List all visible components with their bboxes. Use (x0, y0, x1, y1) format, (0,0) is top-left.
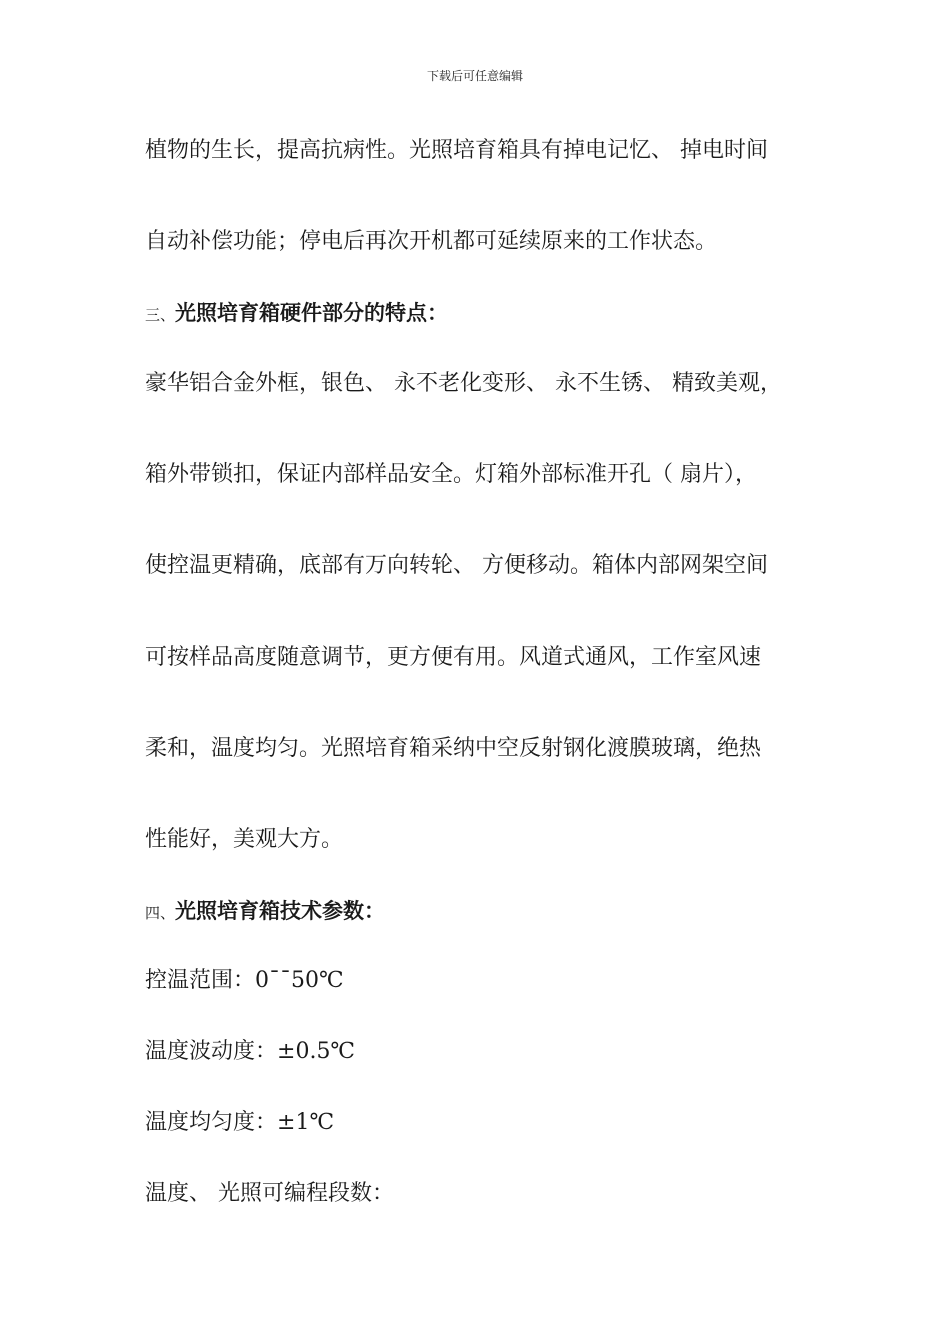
spec-temp-uniformity-value: ±1℃ (277, 1110, 335, 1135)
section-4-heading (145, 896, 385, 928)
spec-temp-uniformity-label: 温度均匀度： (145, 1110, 278, 1135)
section-4-title: 光照培育箱技术参数： (175, 899, 386, 923)
section-3-heading (145, 298, 448, 330)
paragraph-2-line-1: 豪华铝合金外框，银色、 永不老化变形、 永不生锈、 精致美观， (145, 371, 782, 396)
paragraph-2-line-2: 箱外带锁扣，保证内部样品安全。灯箱外部标准开孔（ 扇片）， (145, 462, 757, 487)
paragraph-2-line-4: 可按样品高度随意调节，更方便有用。风道式通风，工作室风速 (145, 645, 762, 670)
section-4-number: 四、 (145, 904, 176, 922)
paragraph-2-line-6: 性能好，美观大方。 (145, 827, 344, 852)
spec-program-segments: 温度、 光照可编程段数： (145, 1181, 394, 1206)
section-3-number: 三、 (145, 306, 176, 324)
spec-temp-range (145, 966, 344, 996)
page-header: 下载后可任意编辑 (426, 69, 523, 83)
paragraph-2-line-3: 使控温更精确，底部有万向转轮、 方便移动。箱体内部网架空间 (145, 553, 768, 578)
section-3-title: 光照培育箱硬件部分的特点： (175, 301, 449, 325)
paragraph-2-line-5: 柔和，温度均匀。光照培育箱采纳中空反射钢化渡膜玻璃，绝热 (145, 736, 762, 761)
spec-temp-fluctuation-label: 温度波动度： (145, 1039, 278, 1064)
spec-temp-range-label: 控温范围： (145, 968, 256, 993)
paragraph-1-line-2: 自动补偿功能；停电后再次开机都可延续原来的工作状态。 (145, 229, 718, 254)
spec-temp-fluctuation (145, 1037, 355, 1067)
spec-temp-uniformity (145, 1108, 334, 1138)
spec-temp-fluctuation-value: ±0.5℃ (277, 1039, 356, 1064)
paragraph-1-line-1: 植物的生长，提高抗病性。光照培育箱具有掉电记忆、 掉电时间 (145, 138, 768, 163)
spec-temp-range-value: 0¯¯50℃ (255, 968, 344, 993)
